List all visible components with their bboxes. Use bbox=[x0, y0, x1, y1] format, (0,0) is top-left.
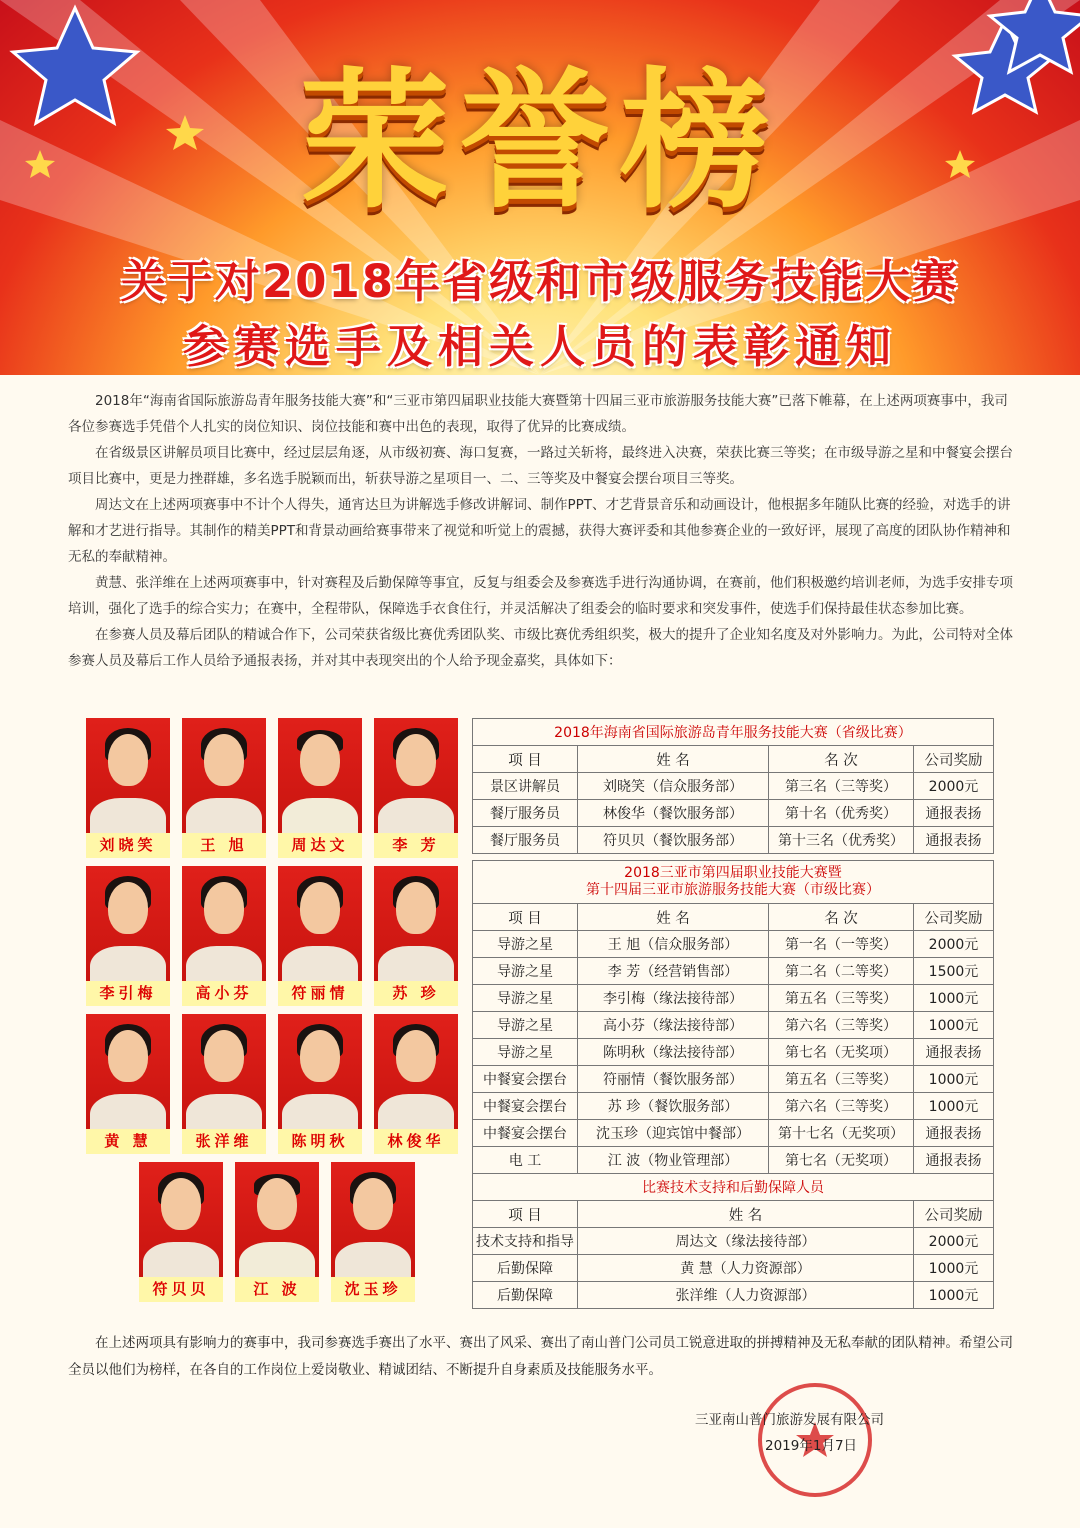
table-cell: 技术支持和指导 bbox=[473, 1228, 578, 1255]
table-cell: 2000元 bbox=[914, 1228, 994, 1255]
portrait-face bbox=[108, 882, 148, 934]
portrait-photo bbox=[235, 1162, 319, 1277]
table-row bbox=[473, 1147, 994, 1174]
table-row bbox=[473, 958, 994, 985]
table-cell: 中餐宴会摆台 bbox=[473, 1120, 578, 1147]
employee-photo-card bbox=[182, 1014, 266, 1154]
employee-photo-card bbox=[278, 866, 362, 1006]
column-header: 姓 名 bbox=[578, 746, 769, 773]
table-cell: 符贝贝（餐饮服务部） bbox=[578, 827, 769, 854]
portrait-uniform bbox=[378, 1094, 454, 1129]
table-cell: 第五名（三等奖） bbox=[769, 985, 914, 1012]
table-cell: 张洋维（人力资源部） bbox=[578, 1282, 914, 1309]
column-header: 名 次 bbox=[769, 904, 914, 931]
table-cell: 导游之星 bbox=[473, 1039, 578, 1066]
employee-name-label: 陈明秋 bbox=[278, 1129, 362, 1154]
table-row bbox=[473, 1228, 994, 1255]
employee-photo-card bbox=[182, 718, 266, 858]
page-title: 荣誉榜 bbox=[299, 55, 780, 229]
table-cell: 通报表扬 bbox=[914, 1120, 994, 1147]
table-cell: 第七名（无奖项） bbox=[769, 1039, 914, 1066]
portrait-face bbox=[300, 734, 340, 786]
portrait-photo bbox=[278, 718, 362, 833]
table-cell: 1000元 bbox=[914, 1066, 994, 1093]
column-header: 公司奖励 bbox=[914, 904, 994, 931]
table-row bbox=[473, 1012, 994, 1039]
table-cell: 高小芬（缘法接待部） bbox=[578, 1012, 769, 1039]
paragraph: 在省级景区讲解员项目比赛中，经过层层角逐，从市级初赛、海口复赛，一路过关斩将，最终进入决赛，荣获比赛三等奖；在市级导游之星和中餐宴会摆台项目比赛中，更是力挫群雄，多名选手脱颖而出，斩获导游之星项目一、二、三等奖及中餐宴会摆台项目三等奖。 bbox=[68, 445, 1013, 487]
table-cell: 1000元 bbox=[914, 1012, 994, 1039]
caption-line: 2018三亚市第四届职业技能大赛暨 bbox=[624, 865, 842, 881]
notice-title-line1: 关于对2018年省级和市级服务技能大赛 bbox=[120, 255, 960, 308]
table-cell: 1000元 bbox=[914, 1282, 994, 1309]
portrait-face bbox=[204, 1030, 244, 1082]
table-cell: 李 芳（经营销售部） bbox=[578, 958, 769, 985]
table-cell: 景区讲解员 bbox=[473, 773, 578, 800]
employee-name-label: 江 波 bbox=[235, 1277, 319, 1302]
employee-name-label: 沈玉珍 bbox=[331, 1277, 415, 1302]
portrait-face bbox=[396, 882, 436, 934]
portrait-face bbox=[161, 1178, 201, 1230]
table-cell: 符丽情（餐饮服务部） bbox=[578, 1066, 769, 1093]
portrait-photo bbox=[278, 866, 362, 981]
portrait-uniform bbox=[143, 1242, 219, 1277]
portrait-face bbox=[300, 882, 340, 934]
table-cell: 第十名（优秀奖） bbox=[769, 800, 914, 827]
table-cell: 通报表扬 bbox=[914, 800, 994, 827]
table-cell: 通报表扬 bbox=[914, 1039, 994, 1066]
portrait-uniform bbox=[335, 1242, 411, 1277]
employee-photo-card bbox=[374, 1014, 458, 1154]
employee-name-label: 周达文 bbox=[278, 833, 362, 858]
notice-title-line2: 参赛选手及相关人员的表彰通知 bbox=[182, 320, 897, 373]
portrait-face bbox=[300, 1030, 340, 1082]
portrait-uniform bbox=[282, 798, 358, 833]
table-cell: 陈明秋（缘法接待部） bbox=[578, 1039, 769, 1066]
table-cell: 1500元 bbox=[914, 958, 994, 985]
portrait-uniform bbox=[282, 946, 358, 981]
portrait-photo bbox=[374, 1014, 458, 1129]
portrait-uniform bbox=[186, 798, 262, 833]
employee-name-label: 苏 珍 bbox=[374, 981, 458, 1006]
table-cell: 第五名（三等奖） bbox=[769, 1066, 914, 1093]
employee-name-label: 林俊华 bbox=[374, 1129, 458, 1154]
table-cell: 中餐宴会摆台 bbox=[473, 1093, 578, 1120]
paragraph: 在参赛人员及幕后团队的精诚合作下，公司荣获省级比赛优秀团队奖、市级比赛优秀组织奖，极大的提升了企业知名度及对外影响力。为此，公司特对全体参赛人员及幕后工作人员给予通报表扬，并对其中表现突出的个人给予现金嘉奖，具体如下： bbox=[68, 627, 1013, 669]
employee-photo-card bbox=[182, 866, 266, 1006]
employee-name-label: 黄 慧 bbox=[86, 1129, 170, 1154]
table-cell: 第二名（二等奖） bbox=[769, 958, 914, 985]
intro-text bbox=[68, 388, 1016, 674]
table-cell: 第一名（一等奖） bbox=[769, 931, 914, 958]
employee-name-label: 李引梅 bbox=[86, 981, 170, 1006]
portrait-face bbox=[396, 734, 436, 786]
employee-name-label: 符贝贝 bbox=[139, 1277, 223, 1302]
employee-photo-card bbox=[374, 866, 458, 1006]
banner bbox=[0, 0, 1080, 375]
table-row bbox=[473, 1282, 994, 1309]
table-cell: 电 工 bbox=[473, 1147, 578, 1174]
portrait-face bbox=[257, 1178, 297, 1230]
employee-photo-card bbox=[278, 718, 362, 858]
portrait-face bbox=[204, 882, 244, 934]
table-row bbox=[473, 1039, 994, 1066]
portrait-uniform bbox=[378, 946, 454, 981]
portrait-uniform bbox=[378, 798, 454, 833]
table-row bbox=[473, 1066, 994, 1093]
table-cell: 导游之星 bbox=[473, 958, 578, 985]
portrait-photo bbox=[182, 718, 266, 833]
portrait-uniform bbox=[186, 1094, 262, 1129]
portrait-photo bbox=[331, 1162, 415, 1277]
column-header: 姓 名 bbox=[578, 1201, 914, 1228]
paragraph: 周达文在上述两项赛事中不计个人得失，通宵达旦为讲解选手修改讲解词、制作PPT、才艺背景音乐和动画设计，他根据多年随队比赛的经验，对选手的讲解和才艺进行指导。其制作的精美PPT和背景动画给赛事带来了视觉和听觉上的震撼，获得大赛评委和其他参赛企业的一致好评，展现了高度的团队协作精神和无私的奉献精神。 bbox=[68, 497, 1011, 565]
table-cell: 第十七名（无奖项） bbox=[769, 1120, 914, 1147]
portrait-uniform bbox=[239, 1242, 315, 1277]
column-header: 名 次 bbox=[769, 746, 914, 773]
table-cell: 后勤保障 bbox=[473, 1255, 578, 1282]
portrait-face bbox=[108, 734, 148, 786]
table-cell: 导游之星 bbox=[473, 931, 578, 958]
portrait-uniform bbox=[90, 798, 166, 833]
table-row bbox=[473, 1093, 994, 1120]
portrait-photo bbox=[374, 718, 458, 833]
table-row bbox=[473, 985, 994, 1012]
table-row bbox=[473, 1255, 994, 1282]
table-cell: 第七名（无奖项） bbox=[769, 1147, 914, 1174]
employee-name-label: 李 芳 bbox=[374, 833, 458, 858]
table-caption: 2018年海南省国际旅游岛青年服务技能大赛（省级比赛） bbox=[473, 719, 994, 746]
closing-text bbox=[68, 1330, 1016, 1384]
provincial-table bbox=[472, 718, 994, 854]
portrait-face bbox=[353, 1178, 393, 1230]
portrait-uniform bbox=[186, 946, 262, 981]
portrait-uniform bbox=[90, 946, 166, 981]
column-header: 项 目 bbox=[473, 746, 578, 773]
employee-name-label: 王 旭 bbox=[182, 833, 266, 858]
table-caption: 比赛技术支持和后勤保障人员 bbox=[473, 1174, 994, 1201]
table-cell: 林俊华（餐饮服务部） bbox=[578, 800, 769, 827]
table-cell: 第三名（三等奖） bbox=[769, 773, 914, 800]
table-cell: 第六名（三等奖） bbox=[769, 1093, 914, 1120]
photo-gallery bbox=[86, 718, 466, 1308]
employee-name-label: 符丽情 bbox=[278, 981, 362, 1006]
table-cell: 第十三名（优秀奖） bbox=[769, 827, 914, 854]
employee-name-label: 刘晓笑 bbox=[86, 833, 170, 858]
portrait-uniform bbox=[282, 1094, 358, 1129]
column-header: 姓 名 bbox=[578, 904, 769, 931]
paragraph: 黄慧、张洋维在上述两项赛事中，针对赛程及后勤保障等事宜，反复与组委会及参赛选手进行沟通协调，在赛前，他们积极邀约培训老师，为选手安排专项培训，强化了选手的综合实力；在赛中，全程带队，保障选手衣食住行，并灵活解决了组委会的临时要求和突发事件，使选手们保持最佳状态参加比赛。 bbox=[68, 575, 1013, 617]
employee-photo-card bbox=[331, 1162, 415, 1302]
table-cell: 2000元 bbox=[914, 931, 994, 958]
table-cell: 中餐宴会摆台 bbox=[473, 1066, 578, 1093]
table-cell: 通报表扬 bbox=[914, 827, 994, 854]
portrait-photo bbox=[374, 866, 458, 981]
table-row bbox=[473, 800, 994, 827]
table-cell: 餐厅服务员 bbox=[473, 800, 578, 827]
table-cell: 1000元 bbox=[914, 1093, 994, 1120]
portrait-photo bbox=[139, 1162, 223, 1277]
portrait-photo bbox=[278, 1014, 362, 1129]
employee-photo-card bbox=[374, 718, 458, 858]
portrait-uniform bbox=[90, 1094, 166, 1129]
table-cell: 黄 慧（人力资源部） bbox=[578, 1255, 914, 1282]
table-cell: 2000元 bbox=[914, 773, 994, 800]
table-cell: 江 波（物业管理部） bbox=[578, 1147, 769, 1174]
employee-photo-card bbox=[139, 1162, 223, 1302]
portrait-face bbox=[396, 1030, 436, 1082]
table-row bbox=[473, 931, 994, 958]
table-cell: 王 旭（信众服务部） bbox=[578, 931, 769, 958]
employee-photo-card bbox=[278, 1014, 362, 1154]
table-cell: 苏 珍（餐饮服务部） bbox=[578, 1093, 769, 1120]
table-cell: 通报表扬 bbox=[914, 1147, 994, 1174]
table-cell: 1000元 bbox=[914, 985, 994, 1012]
table-cell: 餐厅服务员 bbox=[473, 827, 578, 854]
table-cell: 第六名（三等奖） bbox=[769, 1012, 914, 1039]
issue-date: 2019年1月7日 bbox=[765, 1438, 858, 1454]
employee-photo-card bbox=[86, 1014, 170, 1154]
table-cell: 周达文（缘法接待部） bbox=[578, 1228, 914, 1255]
portrait-face bbox=[204, 734, 244, 786]
company-name: 三亚南山普门旅游发展有限公司 bbox=[695, 1412, 884, 1428]
table-cell: 李引梅（缘法接待部） bbox=[578, 985, 769, 1012]
column-header: 公司奖励 bbox=[914, 746, 994, 773]
table-cell: 1000元 bbox=[914, 1255, 994, 1282]
table-cell: 沈玉珍（迎宾馆中餐部） bbox=[578, 1120, 769, 1147]
table-cell: 后勤保障 bbox=[473, 1282, 578, 1309]
table-row bbox=[473, 773, 994, 800]
paragraph: 2018年“海南省国际旅游岛青年服务技能大赛”和“三亚市第四届职业技能大赛暨第十四届三亚市旅游服务技能大赛”已落下帷幕，在上述两项赛事中，我司各位参赛选手凭借个人扎实的岗位知识、岗位技能和赛中出色的表现，取得了优异的比赛成绩。 bbox=[68, 393, 1008, 435]
portrait-photo bbox=[86, 718, 170, 833]
column-header: 公司奖励 bbox=[914, 1201, 994, 1228]
portrait-photo bbox=[182, 1014, 266, 1129]
employee-photo-card bbox=[235, 1162, 319, 1302]
table-cell: 导游之星 bbox=[473, 1012, 578, 1039]
table-cell: 刘晓笑（信众服务部） bbox=[578, 773, 769, 800]
paragraph: 在上述两项具有影响力的赛事中，我司参赛选手赛出了水平、赛出了风采、赛出了南山普门公司员工锐意进取的拼搏精神及无私奉献的团队精神。希望公司全员以他们为榜样，在各自的工作岗位上爱岗敬业、精诚团结、不断提升自身素质及技能服务水平。 bbox=[68, 1335, 1013, 1378]
column-header: 项 目 bbox=[473, 1201, 578, 1228]
table-cell: 导游之星 bbox=[473, 985, 578, 1012]
table-row bbox=[473, 827, 994, 854]
caption-line: 第十四届三亚市旅游服务技能大赛（市级比赛） bbox=[586, 882, 880, 898]
employee-name-label: 高小芬 bbox=[182, 981, 266, 1006]
portrait-face bbox=[108, 1030, 148, 1082]
portrait-photo bbox=[182, 866, 266, 981]
employee-photo-card bbox=[86, 718, 170, 858]
portrait-photo bbox=[86, 1014, 170, 1129]
portrait-photo bbox=[86, 866, 170, 981]
table-caption bbox=[473, 861, 994, 904]
table-row bbox=[473, 1120, 994, 1147]
column-header: 项 目 bbox=[473, 904, 578, 931]
municipal-table bbox=[472, 860, 994, 1309]
employee-name-label: 张洋维 bbox=[182, 1129, 266, 1154]
employee-photo-card bbox=[86, 866, 170, 1006]
